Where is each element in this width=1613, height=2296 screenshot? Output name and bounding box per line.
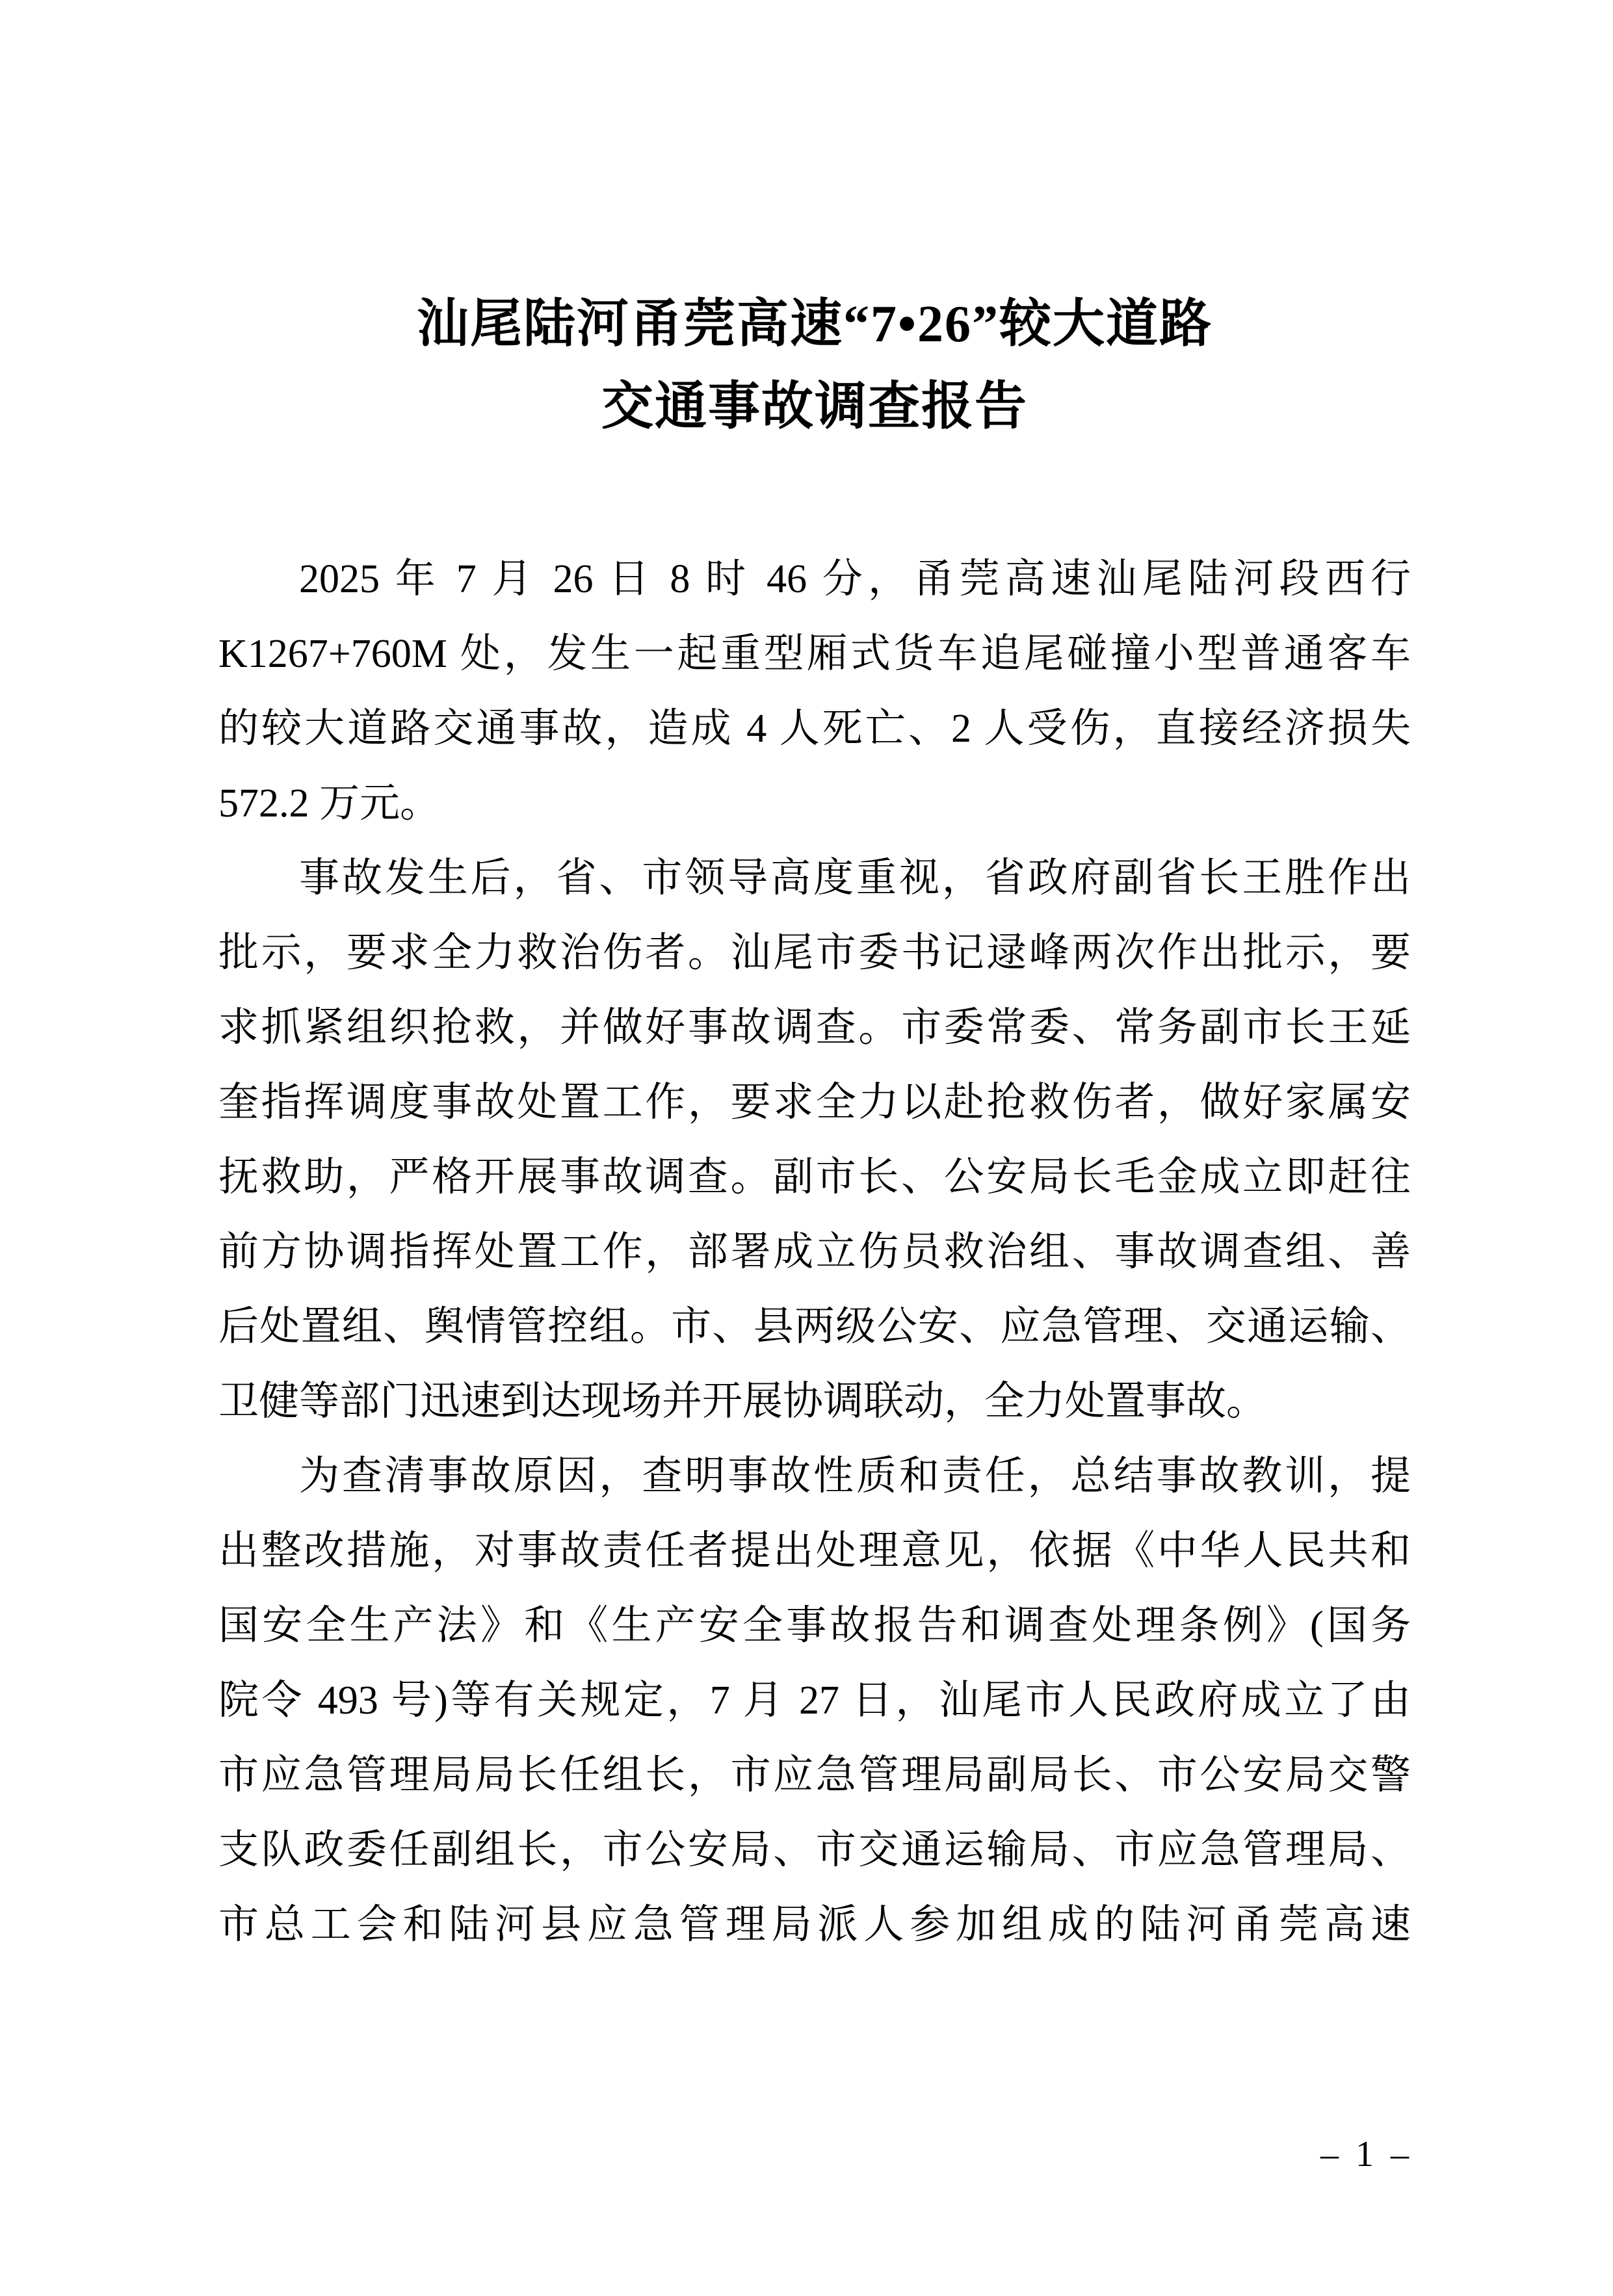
title-line-1: 汕尾陆河甬莞高速“7•26”较大道路 xyxy=(416,296,1213,353)
page-number: – 1 – xyxy=(1320,2134,1413,2174)
text-line: 572.2 万元。 xyxy=(218,781,441,826)
text-line: 事故发生后，省、市领导高度重视，省政府副省长王胜作出 xyxy=(299,856,1411,900)
text-line: 院令 493 号)等有关规定，7 月 27 日，汕尾市人民政府成立了由 xyxy=(218,1678,1411,1723)
text-line: 2025 年 7 月 26 日 8 时 46 分，甬莞高速汕尾陆河段西行 xyxy=(299,557,1411,601)
text-line: 求抓紧组织抢救，并做好事故调查。市委常委、常务副市长王延 xyxy=(218,1006,1411,1050)
title-line-2: 交通事故调查报告 xyxy=(601,378,1028,436)
text-line: 卫健等部门迅速到达现场并开展协调联动，全力处置事故。 xyxy=(218,1379,1267,1424)
text-line: 为查清事故原因，查明事故性质和责任，总结事故教训，提 xyxy=(299,1454,1411,1498)
page-footer xyxy=(1320,2133,1413,2175)
text-line: 批示，要求全力救治伤者。汕尾市委书记逯峰两次作出批示，要 xyxy=(218,931,1411,975)
text-line: 支队政委任副组长，市公安局、市交通运输局、市应急管理局、 xyxy=(218,1828,1411,1872)
text-line: 国安全生产法》和《生产安全事故报告和调查处理条例》(国务 xyxy=(218,1604,1411,1648)
text-line: 市总工会和陆河县应急管理局派人参加组成的陆河甬莞高速 xyxy=(218,1903,1411,1947)
document-body xyxy=(218,542,1411,1963)
text-line: 前方协调指挥处置工作，部署成立伤员救治组、事故调查组、善 xyxy=(218,1230,1411,1274)
text-line: 抚救助，严格开展事故调查。副市长、公安局长毛金成立即赶往 xyxy=(218,1155,1411,1199)
text-line: K1267+760M 处，发生一起重型厢式货车追尾碰撞小型普通客车 xyxy=(218,632,1411,676)
text-line: 后处置组、舆情管控组。市、县两级公安、应急管理、交通运输、 xyxy=(218,1305,1411,1349)
text-line: 出整改措施，对事故责任者提出处理意见，依据《中华人民共和 xyxy=(218,1529,1411,1573)
document-title xyxy=(218,283,1411,449)
text-line: 的较大道路交通事故，造成 4 人死亡、2 人受伤，直接经济损失 xyxy=(218,707,1411,751)
text-line: 市应急管理局局长任组长，市应急管理局副局长、市公安局交警 xyxy=(218,1753,1411,1797)
text-line: 奎指挥调度事故处置工作，要求全力以赴抢救伤者，做好家属安 xyxy=(218,1080,1411,1125)
